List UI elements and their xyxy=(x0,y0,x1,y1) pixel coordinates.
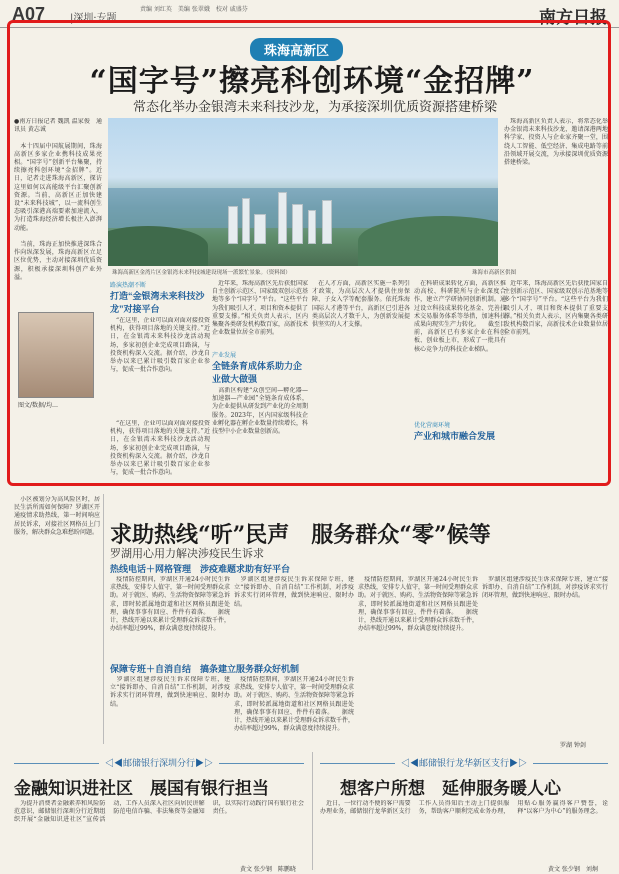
second-tags-2: 保障专班＋自消自结 搞条建立服务群众好机制 xyxy=(110,664,300,674)
editor-credits: 责编 刘红英 美编 张翠娥 校对 戚盛芬 xyxy=(140,6,248,13)
second-col-2: 罗湖区组建涉疫民生诉求保障专班，建立“接诉即办、自消自结”工作机制，对涉疫诉求实行闭环管理，做到快速响应、限时办结。 xyxy=(234,576,354,608)
second-subhead: 罗湖用心用力解决涉疫民生诉求 xyxy=(110,547,264,560)
sub-section-1 xyxy=(110,280,210,377)
second-col-6: 疫情防控期间，罗湖区开通24小时民生诉求热线，安排专人值守，第一时间受理群众求助。对于就医、购药、生活物资保障等紧急诉求，即时转派属地街道和社区网格员跟进处理，确保事事有回应、件件有着落。 据统计，热线开通以来累计受理群众诉求数千件，办结率超过99%，群众满意度持续提升。 xyxy=(234,676,354,733)
bottom-left-text: 为提升消费者金融素养和风险防范意识，邮储银行深圳分行近期组织开展“金融知识进社区”宣传活动，工作人员深入社区向居民讲解防范电信诈骗、非法集资等金融知识，以实际行动践行国有银行社会责任。 xyxy=(14,800,304,824)
bottom-right-band: ◁◀邮储银行龙华新区支行▶▷ xyxy=(320,756,608,770)
bottom-right-byline: 黄文 张少钢 刘炯 xyxy=(548,866,598,873)
sub-title: 全链条育成体系助力企业做大做强 xyxy=(212,361,303,384)
bottom-right-headline[interactable]: 想客户所想 延伸服务暖人心 xyxy=(340,779,561,799)
photo-credit: 珠海市高新区供图 xyxy=(472,270,517,276)
second-tags-1: 热线电话＋网格管理 涉疫难题求助有好平台 xyxy=(110,564,291,574)
story-photo xyxy=(108,118,498,266)
bottom-left-headline[interactable]: 金融知识进社区 展国有银行担当 xyxy=(14,779,269,799)
sub-title: 产业和城市融合发展 xyxy=(414,431,496,441)
second-byline: 罗湖 钟剑 xyxy=(560,742,586,749)
second-col-1: 疫情防控期间，罗湖区开通24小时民生诉求热线，安排专人值守，第一时间受理群众求助。对于就医、购药、生活物资保障等紧急诉求，即时转派属地街道和社区网格员跟进处理，确保事事有回应、件件有着落。 据统计，热线开通以来累计受理群众诉求数千件，办结率超过99%，群众满意度持续提升。 xyxy=(110,576,230,633)
bottom-left-band: ◁◀邮储银行深圳分行▶▷ xyxy=(14,756,304,770)
story-headline[interactable]: “国字号”擦亮科创环境“金招牌” xyxy=(89,64,535,99)
section-tag: |深圳·专题 xyxy=(70,13,117,24)
column-g: “在这里，企业可以面对面对接投资机构，获得项目落地的关键支持。”近日，在金银湾未来科技沙龙活动现场，多家初创企业完成项目路演，与投资机构深入交流。据介绍，沙龙自举办以来已累计吸引数百家企业参与，促成一批合作意向。 xyxy=(110,420,210,477)
portrait-caption: 图文/数据/均… xyxy=(18,402,59,409)
column-e: 在人才方面，高新区实施一系列引才政策，为高层次人才提供住房保障、子女入学等配套服务。依托珠海国际人才港等平台，高新区已引进各类高层次人才数千人，为创新发展提供坚实的人才支撑。 xyxy=(312,280,410,329)
portrait-photo xyxy=(18,312,94,398)
column-h: 近年来，珠海高新区先后获批国家自主创新示范区、国家级双创示范基地等多个“国字号”平台。“这些平台为我们吸引人才、项目和资本提供了重要支撑。”相关负责人表示，区内集聚各类研发机构数百家，高新技术企业数量位居全市前列。 xyxy=(504,280,608,337)
sub-label: 优化营商环境 xyxy=(414,422,451,429)
column-f: 在科研成果转化方面，高新区推动高校、科研院所与企业深度合作，建立产学研协同创新机制。通过设立科技成果转化基金、完善技术交易服务体系等举措，加速科技成果向现实生产力转化。 截至目前，高新区已有多家企业在科创板、创业板上市，形成了一批具有核心竞争力的科技企业梯队。 xyxy=(414,280,506,353)
second-left-column: 小区被划分为高风险区时，居民生活所需如何保障？罗湖区开通疫情求助热线，第一时间响应居民诉求，对接社区网格员上门服务，解决群众急难愁盼问题。 xyxy=(14,496,100,536)
bottom-left-byline: 黄文 张少钢 陈鹏晓 xyxy=(240,866,296,873)
sub-title: 打造“金银湾未来科技沙龙”对接平台 xyxy=(110,291,205,314)
right-column: 珠海高新区负责人表示，将常态化举办金银湾未来科技沙龙，邀请深港两地科学家、投资人与企业家齐聚一堂，围绕人工智能、低空经济、集成电路等前沿领域开展交流，为承接深圳优质资源搭建桥梁。 xyxy=(504,118,608,167)
bottom-right-text: 近日，一位行动不便的客户需要办理业务，邮储银行龙华新区支行工作人员得知后主动上门提供服务，帮助客户顺利完成业务办理，用贴心服务赢得客户赞誉，诠释“以客户为中心”的服务理念。 xyxy=(320,800,608,816)
newspaper-logo: 南方日报 xyxy=(539,8,607,28)
page-number: A07 xyxy=(12,4,46,24)
sub-label: 路演热潮不断 xyxy=(110,282,147,289)
story-subhead: 常态化举办金银湾未来科技沙龙，为承接深圳优质资源搭建桥梁 xyxy=(132,100,497,115)
sub-label: 产业发展 xyxy=(212,352,237,359)
column-d: 近年来，珠海高新区先后获批国家自主创新示范区、国家级双创示范基地等多个“国字号”平台。“这些平台为我们吸引人才、项目和资本提供了重要支撑。”相关负责人表示，区内集聚各类研发机构数百家，高新技术企业数量位居全市前列。 xyxy=(212,280,308,337)
second-col-3: 疫情防控期间，罗湖区开通24小时民生诉求热线，安排专人值守，第一时间受理群众求助。对于就医、购药、生活物资保障等紧急诉求，即时转派属地街道和社区网格员跟进处理，确保事事有回应、件件有着落。 据统计，热线开通以来累计受理群众诉求数千件，办结率超过99%，群众满意度持续提升。 xyxy=(358,576,478,633)
second-col-4: 罗湖区组建涉疫民生诉求保障专班，建立“接诉即办、自消自结”工作机制，对涉疫诉求实行闭环管理，做到快速响应、限时办结。 xyxy=(482,576,608,600)
second-col-5: 罗湖区组建涉疫民生诉求保障专班，建立“接诉即办、自消自结”工作机制，对涉疫诉求实行闭环管理，做到快速响应、限时办结。 xyxy=(110,676,230,708)
lead-column: ●南方日报记者 魏凯 温家俊 通讯员 黄志诚 本十四届中国航展期间，珠海高新区多家企业携科技成果亮相。“国字号”创新平台集聚，持续擦亮科创环境“金招牌”。近日，记者走进珠海高新区，探访这里如何以高能级平台汇聚创新资源。当前，高新区正加快建设“未来科技城”，以一流科创生态吸引深港高端要素加速流入，为打造珠海经济增长极注入澎湃动能。 当前，珠海正加快推进深珠合作向纵深发展，珠海高新区立足区位优势，主动对接深圳优质资源，积极承接深圳科创产业外溢。 xyxy=(14,118,102,281)
sub-text: “在这里，企业可以面对面对接投资机构，获得项目落地的关键支持。”近日，在金银湾未来科技沙龙活动现场，多家初创企业完成项目路演，与投资机构深入交流。据介绍，沙龙自举办以来已累计吸引数百家企业参与，促成一批合作意向。 xyxy=(110,317,210,374)
masthead xyxy=(0,0,619,28)
photo-caption: 珠海高新区金湾片区金银湾未来科技城建设现场一派繁忙景象。（资料图） xyxy=(112,270,291,276)
story-kicker: 珠海高新区 xyxy=(250,38,343,61)
sub-section-3 xyxy=(414,420,506,442)
second-headline[interactable]: 求助热线“听”民声 服务群众“零”候等 xyxy=(110,522,491,548)
sub-text: 高新区构建“众创空间—孵化器—加速器—产业园”全链条育成体系，为企业提供从研发到产业化的全周期服务。2023年，区内国家级科技企业孵化器在孵企业数量持续增长，科技型中小企业数量创新高。 xyxy=(212,387,308,436)
sub-section-2 xyxy=(212,350,308,467)
